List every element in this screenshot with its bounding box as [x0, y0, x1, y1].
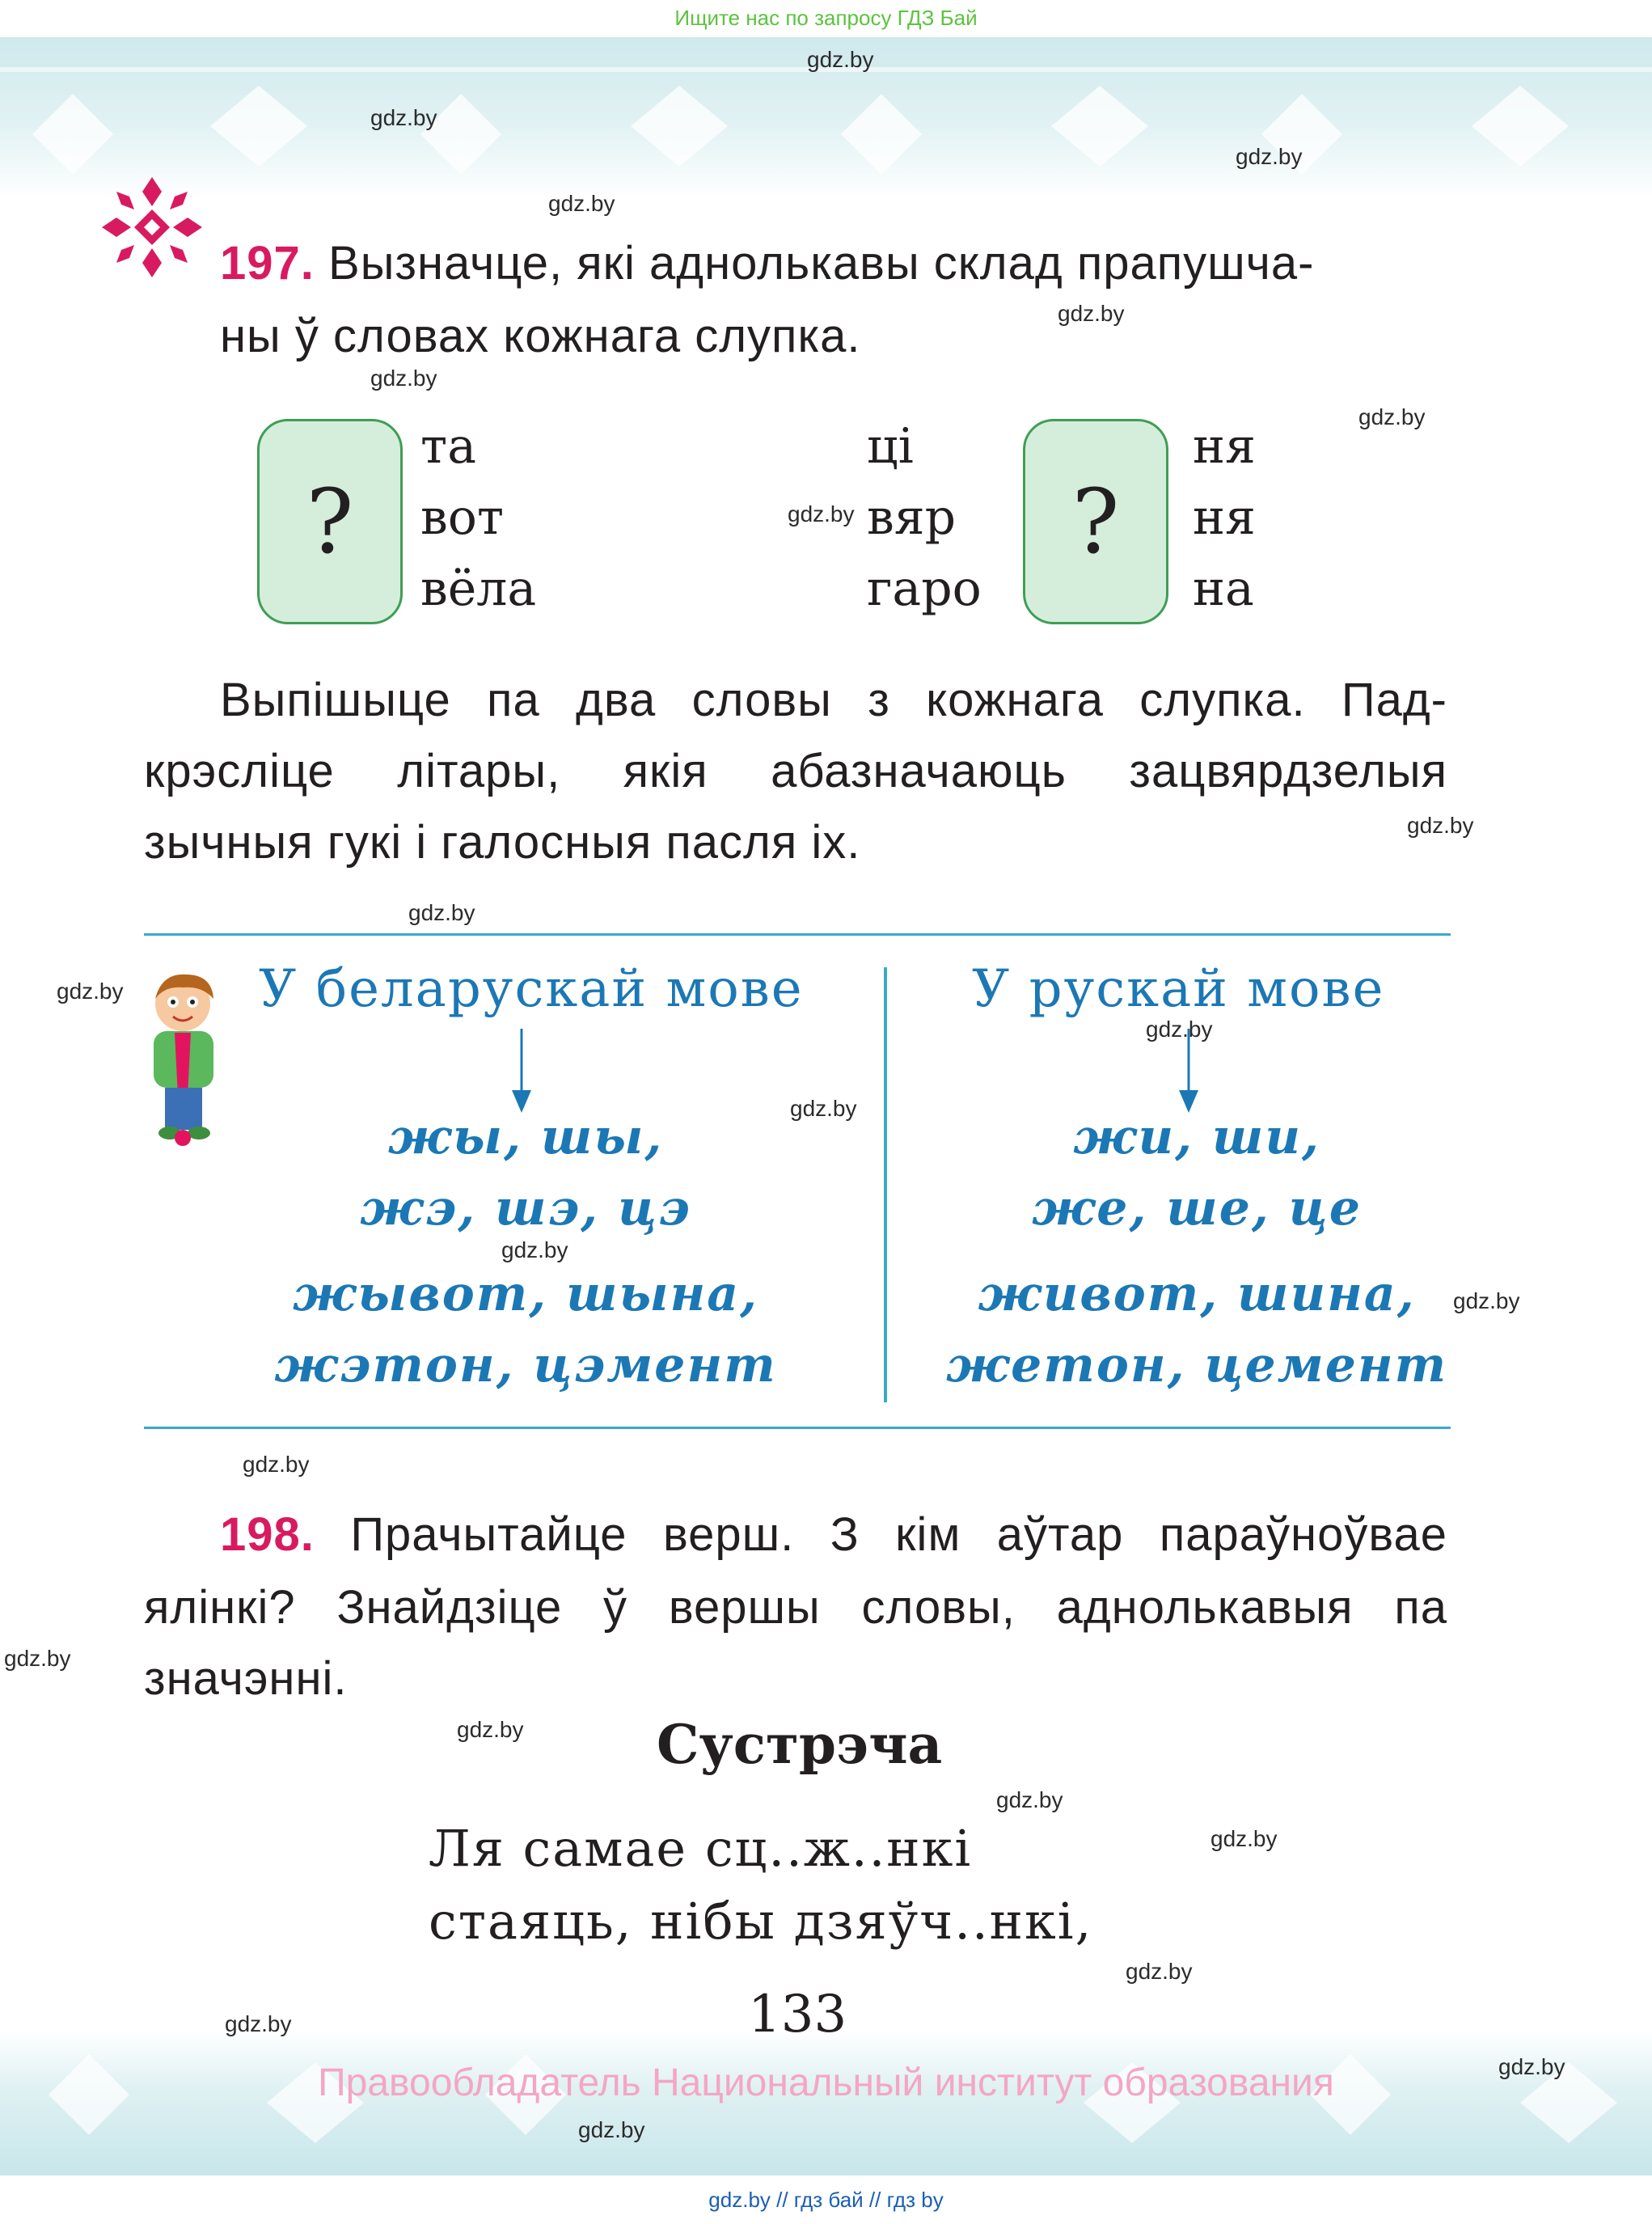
bottom-link-bar[interactable]: gdz.by // гдз бай // гдз by: [0, 2175, 1652, 2224]
watermark: gdz.by: [243, 1452, 310, 1477]
rule-examples-russian: [914, 1101, 1480, 1401]
poem-line1: Ля самае сц..ж..нкі: [429, 1819, 973, 1878]
watermark: gdz.by: [1407, 813, 1474, 838]
task198-line3: значэнні.: [144, 1652, 348, 1705]
task197-line1: [220, 228, 1447, 299]
copyright-notice: Правообладатель Национальный институт образования: [318, 2061, 1334, 2104]
rule-example: жетон, цемент: [945, 1337, 1448, 1393]
syllable: ці: [867, 418, 914, 475]
rule-example: жэ, шэ, цэ: [360, 1180, 691, 1237]
question-box-left: ?: [257, 419, 403, 624]
watermark: gdz.by: [1126, 1959, 1193, 1984]
task197-line2: ны ў словах кожнага слупка.: [220, 310, 861, 362]
question-box-right: ?: [1023, 419, 1168, 624]
rule-heading-belarusian: У беларускай мове: [259, 959, 804, 1019]
rule-example: жы, шы,: [387, 1109, 664, 1165]
syllable-column-1: [420, 411, 536, 624]
boy-mascot-image: [137, 966, 230, 1148]
syllable: вёла: [420, 560, 537, 617]
rule-heading-russian: У рускай мове: [972, 959, 1385, 1019]
poem-title: Сустрэча: [657, 1713, 943, 1776]
watermark: gdz.by: [1210, 1826, 1278, 1851]
syllable: вяр: [867, 489, 957, 546]
syllable: та: [420, 418, 476, 475]
watermark: gdz.by: [501, 1237, 568, 1262]
watermark: gdz.by: [1498, 2054, 1565, 2079]
syllable-column-3: [1193, 411, 1256, 624]
task197-number: 197.: [220, 237, 315, 290]
syllable: ня: [1193, 418, 1256, 475]
syllable: ня: [1193, 489, 1256, 546]
watermark: gdz.by: [1058, 301, 1125, 326]
watermark: gdz.by: [996, 1787, 1063, 1812]
task198-line1: [220, 1499, 1447, 1571]
poem-line2: стаяць, нібы дзяўч..нкі,: [429, 1892, 1093, 1951]
watermark: gdz.by: [1236, 144, 1303, 169]
task197-text-line1: Вызначце, які аднолькавы склад прапушча-: [328, 237, 1315, 290]
watermark: gdz.by: [370, 366, 437, 391]
rule-example: жывот, шына,: [292, 1266, 759, 1322]
task198-text-line1: Прачытайце верш. З кім аўтар параўноўвае: [350, 1508, 1447, 1561]
syllable: гаро: [867, 560, 982, 617]
rule-example: живот, шина,: [978, 1266, 1416, 1322]
watermark: gdz.by: [578, 2117, 645, 2142]
watermark: gdz.by: [1358, 404, 1426, 429]
syllable: на: [1193, 560, 1254, 617]
task197-paragraph-line1: Выпішыце па два словы з кожнага слупка. Пад-: [220, 674, 1447, 726]
watermark: gdz.by: [408, 900, 475, 925]
rule-example: же, ше, це: [1031, 1180, 1363, 1237]
rule-example: жэтон, цэмент: [274, 1337, 777, 1393]
watermark: gdz.by: [4, 1646, 71, 1671]
watermark: gdz.by: [788, 501, 855, 526]
syllable-column-2: [867, 411, 982, 624]
rule-examples-belarusian: [243, 1101, 809, 1401]
watermark: gdz.by: [790, 1096, 857, 1121]
watermark: gdz.by: [807, 47, 874, 72]
watermark: gdz.by: [370, 105, 437, 130]
watermark: gdz.by: [1453, 1288, 1520, 1313]
watermark: gdz.by: [1146, 1017, 1213, 1042]
watermark: gdz.by: [225, 2011, 292, 2036]
task197-paragraph-line3: зычныя гукі і галосныя пасля іх.: [144, 816, 861, 869]
watermark: gdz.by: [57, 979, 124, 1004]
watermark: gdz.by: [548, 191, 615, 216]
task198-number: 198.: [220, 1508, 315, 1561]
syllable: вот: [420, 489, 505, 546]
rule-divider: [884, 967, 887, 1402]
ornament-icon: [99, 174, 205, 281]
page-number: 133: [748, 1985, 847, 2044]
rule-example: жи, ши,: [1073, 1109, 1320, 1165]
task198-line2: ялінкі? Знайдзіце ў вершы словы, аднолькавыя па: [144, 1581, 1447, 1634]
watermark: gdz.by: [457, 1717, 524, 1742]
rule-top-line: [144, 933, 1451, 936]
rule-bottom-line: [144, 1427, 1451, 1429]
task197-paragraph-line2: крэсліце літары, якія абазначаюць зацвярдзелыя: [144, 745, 1447, 797]
top-banner[interactable]: Ищите нас по запросу ГДЗ Бай: [0, 0, 1652, 36]
